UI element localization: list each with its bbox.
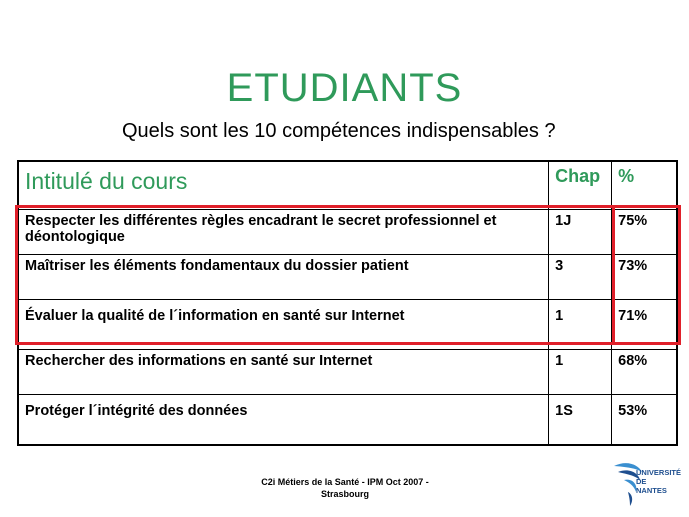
cell-chap: 3	[549, 255, 612, 300]
table-header-row	[18, 161, 677, 210]
logo-line-3: NANTES	[636, 486, 667, 495]
cell-course: Évaluer la qualité de l´information en santé sur Internet	[18, 300, 549, 350]
cell-chap: 1S	[549, 395, 612, 446]
university-logo-text	[636, 468, 681, 495]
table-row	[18, 255, 677, 300]
table-row	[18, 210, 677, 255]
footer-line-2: Strasbourg	[320, 489, 369, 499]
cell-percent: 73%	[612, 255, 677, 300]
cell-percent: 53%	[612, 395, 677, 446]
header-percent: %	[612, 161, 677, 210]
table-row	[18, 350, 677, 395]
cell-course: Protéger l´intégrité des données	[18, 395, 549, 446]
footer-line-1: C2i Métiers de la Santé - IPM Oct 2007 -	[261, 477, 429, 487]
cell-course: Rechercher des informations en santé sur Internet	[18, 350, 549, 395]
table-row	[18, 395, 677, 446]
cell-chap: 1J	[549, 210, 612, 255]
cell-chap: 1	[549, 350, 612, 395]
logo-line-1: UNIVERSITÉ	[636, 468, 682, 477]
cell-percent: 68%	[612, 350, 677, 395]
slide-footer	[240, 476, 450, 500]
cell-percent: 71%	[612, 300, 677, 350]
cell-course: Respecter les différentes règles encadrant le secret professionnel et déontologique	[18, 210, 549, 255]
logo-line-2: DE	[636, 477, 647, 486]
table-row	[18, 300, 677, 350]
header-course: Intitulé du cours	[18, 161, 549, 210]
slide-title: ETUDIANTS	[226, 66, 463, 110]
cell-course: Maîtriser les éléments fondamentaux du dossier patient	[18, 255, 549, 300]
courses-table	[17, 160, 678, 446]
cell-percent: 75%	[612, 210, 677, 255]
slide-subtitle: Quels sont les 10 compétences indispensables ?	[122, 120, 556, 142]
header-chap: Chap	[549, 161, 612, 210]
cell-chap: 1	[549, 300, 612, 350]
